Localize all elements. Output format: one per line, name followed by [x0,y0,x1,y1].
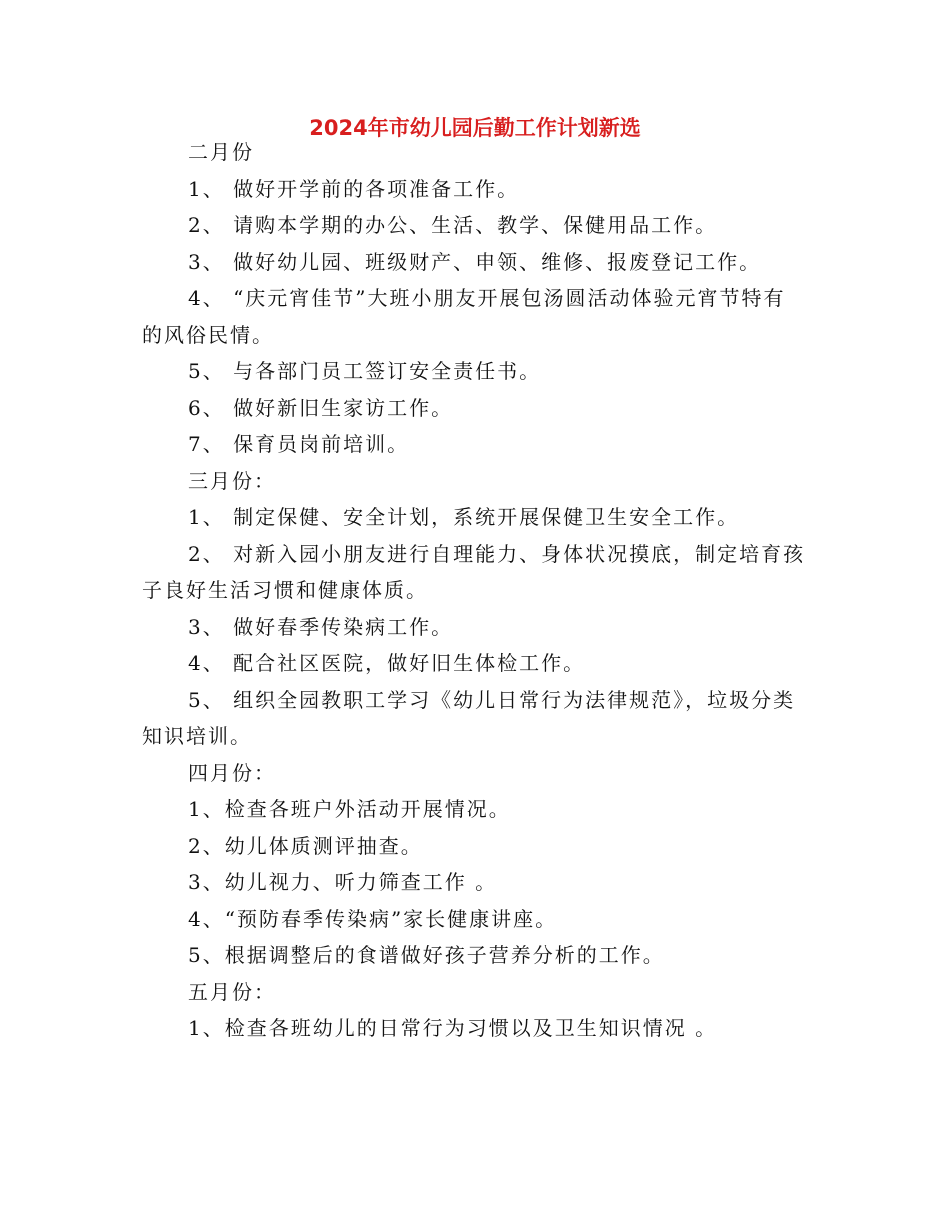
list-item: 3、 做好幼儿园、班级财产、申领、维修、报废登记工作。 [188,249,762,274]
list-item: 7、 保育员岗前培训。 [188,432,410,456]
list-item: 3、幼儿视力、听力筛查工作 。 [188,870,498,894]
list-item: 2、 请购本学期的办公、生活、教学、保健用品工作。 [188,213,718,237]
month-heading-may: 五月份： [188,979,276,1004]
document-title: 2024年市幼儿园后勤工作计划新选 [309,116,641,140]
list-item: 5、根据调整后的食谱做好孩子营养分析的工作。 [188,943,665,967]
list-item: 1、检查各班户外活动开展情况。 [188,797,511,821]
list-item: 4、 “庆元宵佳节”大班小朋友开展包汤圆活动体验元宵节特有的风俗民情。 [142,286,786,347]
month-heading-march: 三月份： [188,468,276,493]
list-item: 2、幼儿体质测评抽查。 [188,833,423,858]
list-item: 6、 做好新旧生家访工作。 [188,395,454,420]
list-item: 1、 制定保健、安全计划，系统开展保健卫生安全工作。 [188,505,740,529]
list-item: 2、 对新入园小朋友进行自理能力、身体状况摸底，制定培育孩子良好生活习惯和健康体质。 [142,541,806,602]
list-item: 5、 与各部门员工签订安全责任书。 [188,359,542,383]
list-item: 4、 配合社区医院，做好旧生体检工作。 [188,651,586,675]
list-item: 1、 做好开学前的各项准备工作。 [188,176,520,201]
list-item: 4、“预防春季传染病”家长健康讲座。 [188,906,558,931]
month-heading-february: 二月份 [188,140,254,164]
document-body [142,134,807,1047]
month-heading-april: 四月份： [188,760,276,785]
list-item: 1、检查各班幼儿的日常行为习惯以及卫生知识情况 。 [188,1016,718,1040]
list-item: 3、 做好春季传染病工作。 [188,614,454,639]
list-item: 5、 组织全园教职工学习《幼儿日常行为法律规范》，垃圾分类知识培训。 [142,687,796,748]
